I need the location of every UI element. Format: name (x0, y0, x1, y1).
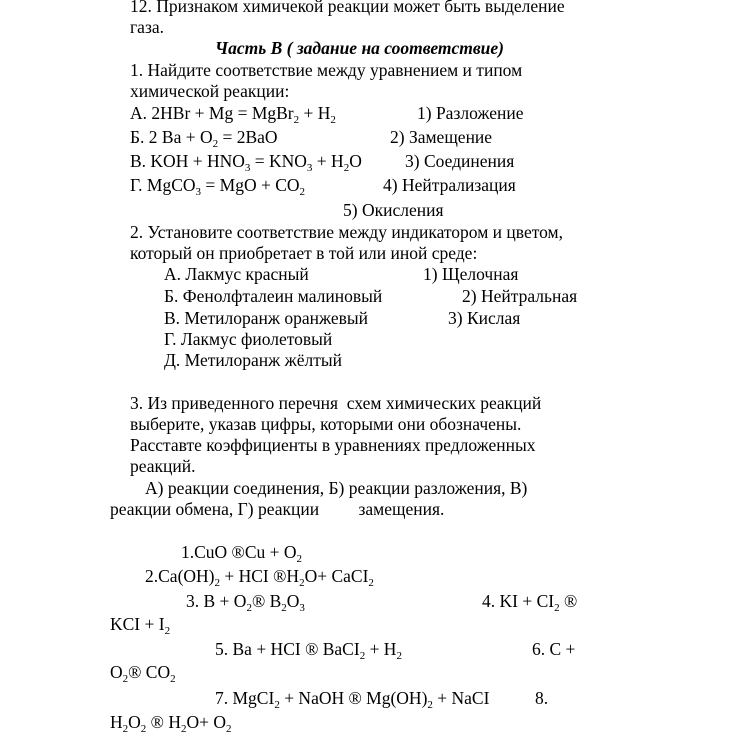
eq-b: Б. 2 $Ba + O_2 = 2BaO$ (130, 127, 278, 150)
reaction-4-part2: KCI + $I_2$ (110, 614, 171, 637)
type-1: 1) Разложение (417, 103, 524, 123)
reaction-7: 7. MgCI$_2$ + NaOH ® $Mg(OH)_2$ + NaCI (215, 688, 490, 711)
reaction-1: 1.CuO ®Cu + $O_2$ (181, 542, 303, 565)
task3-line6: реакции обмена, Г) реакции замещения. (110, 499, 445, 519)
indicator-b: Б. Фенолфталеин малиновый (164, 286, 383, 306)
type-2: 2) Замещение (390, 127, 493, 147)
indicator-a: А. Лакмус красный (164, 264, 309, 284)
task1-line1: 1. Найдите соответствие между уравнением и типом (130, 60, 523, 80)
reaction-6-part2: $O_2®$ $CO_2$ (110, 662, 176, 685)
type-4: 4) Нейтрализация (383, 175, 516, 195)
task1-line2: химической реакции: (130, 81, 290, 101)
indicator-d: Д. Метилоранж жёлтый (164, 350, 342, 370)
indicator-v: В. Метилоранж оранжевый (164, 308, 369, 328)
q12-line2: газа. (130, 17, 165, 37)
eq-g: Г. MgCO$_3$ = MgO + $CO_2$ (130, 175, 306, 198)
task2-line2: который он приобретает в той или иной среде: (130, 243, 478, 263)
reaction-2: $2.Ca(OH)_2$ + HCI $®H_2O+$ CaCI$_2$ (145, 566, 374, 589)
reaction-4-part1: 4. KI + $CI_2$ ® (482, 591, 578, 614)
type-5: 5) Окисления (343, 200, 444, 220)
indicator-g: Г. Лакмус фиолетовый (164, 329, 333, 349)
part-b-title: Часть В ( задание на соответствие) (215, 38, 505, 58)
reaction-8-part1: 8. (535, 688, 549, 708)
reaction-8-part2: $H_2O_2$ ® $H_2O+ O_2$ (110, 712, 232, 735)
medium-1: 1) Щелочная (423, 264, 519, 284)
task3-line5: А) реакции соединения, Б) реакции разложения, В) (145, 478, 528, 498)
type-3: 3) Соединения (405, 151, 515, 171)
task2-line1: 2. Установите соответствие между индикатором и цветом, (130, 222, 563, 242)
task3-line1: 3. Из приведенного перечня схем химических реакций (130, 393, 542, 413)
task3-line4: реакций. (130, 456, 196, 476)
task3-line2: выберите, указав цифры, которыми они обозначены. (130, 414, 522, 434)
reaction-5: 5. Ba + HCI ® BaCI$_2$ + $H_2$ (215, 639, 402, 662)
medium-3: 3) Кислая (448, 308, 521, 328)
eq-v: В. KOH + $HNO_3 = KNO_3 + H_2O$ (130, 151, 362, 174)
reaction-6-part1: 6. C + (532, 639, 576, 659)
q12-line1: 12. Признаком химичекой реакции может быть выделение (130, 0, 565, 16)
reaction-3: 3. $B + O_2®$ $B_2O_3$ (186, 591, 305, 614)
eq-a: А. 2HBr + Mg = MgBr$_2$ + $H_2$ (130, 103, 336, 126)
task3-line3: Расставте коэффициенты в уравнениях предложенных (130, 435, 536, 455)
medium-2: 2) Нейтральная (462, 286, 578, 306)
